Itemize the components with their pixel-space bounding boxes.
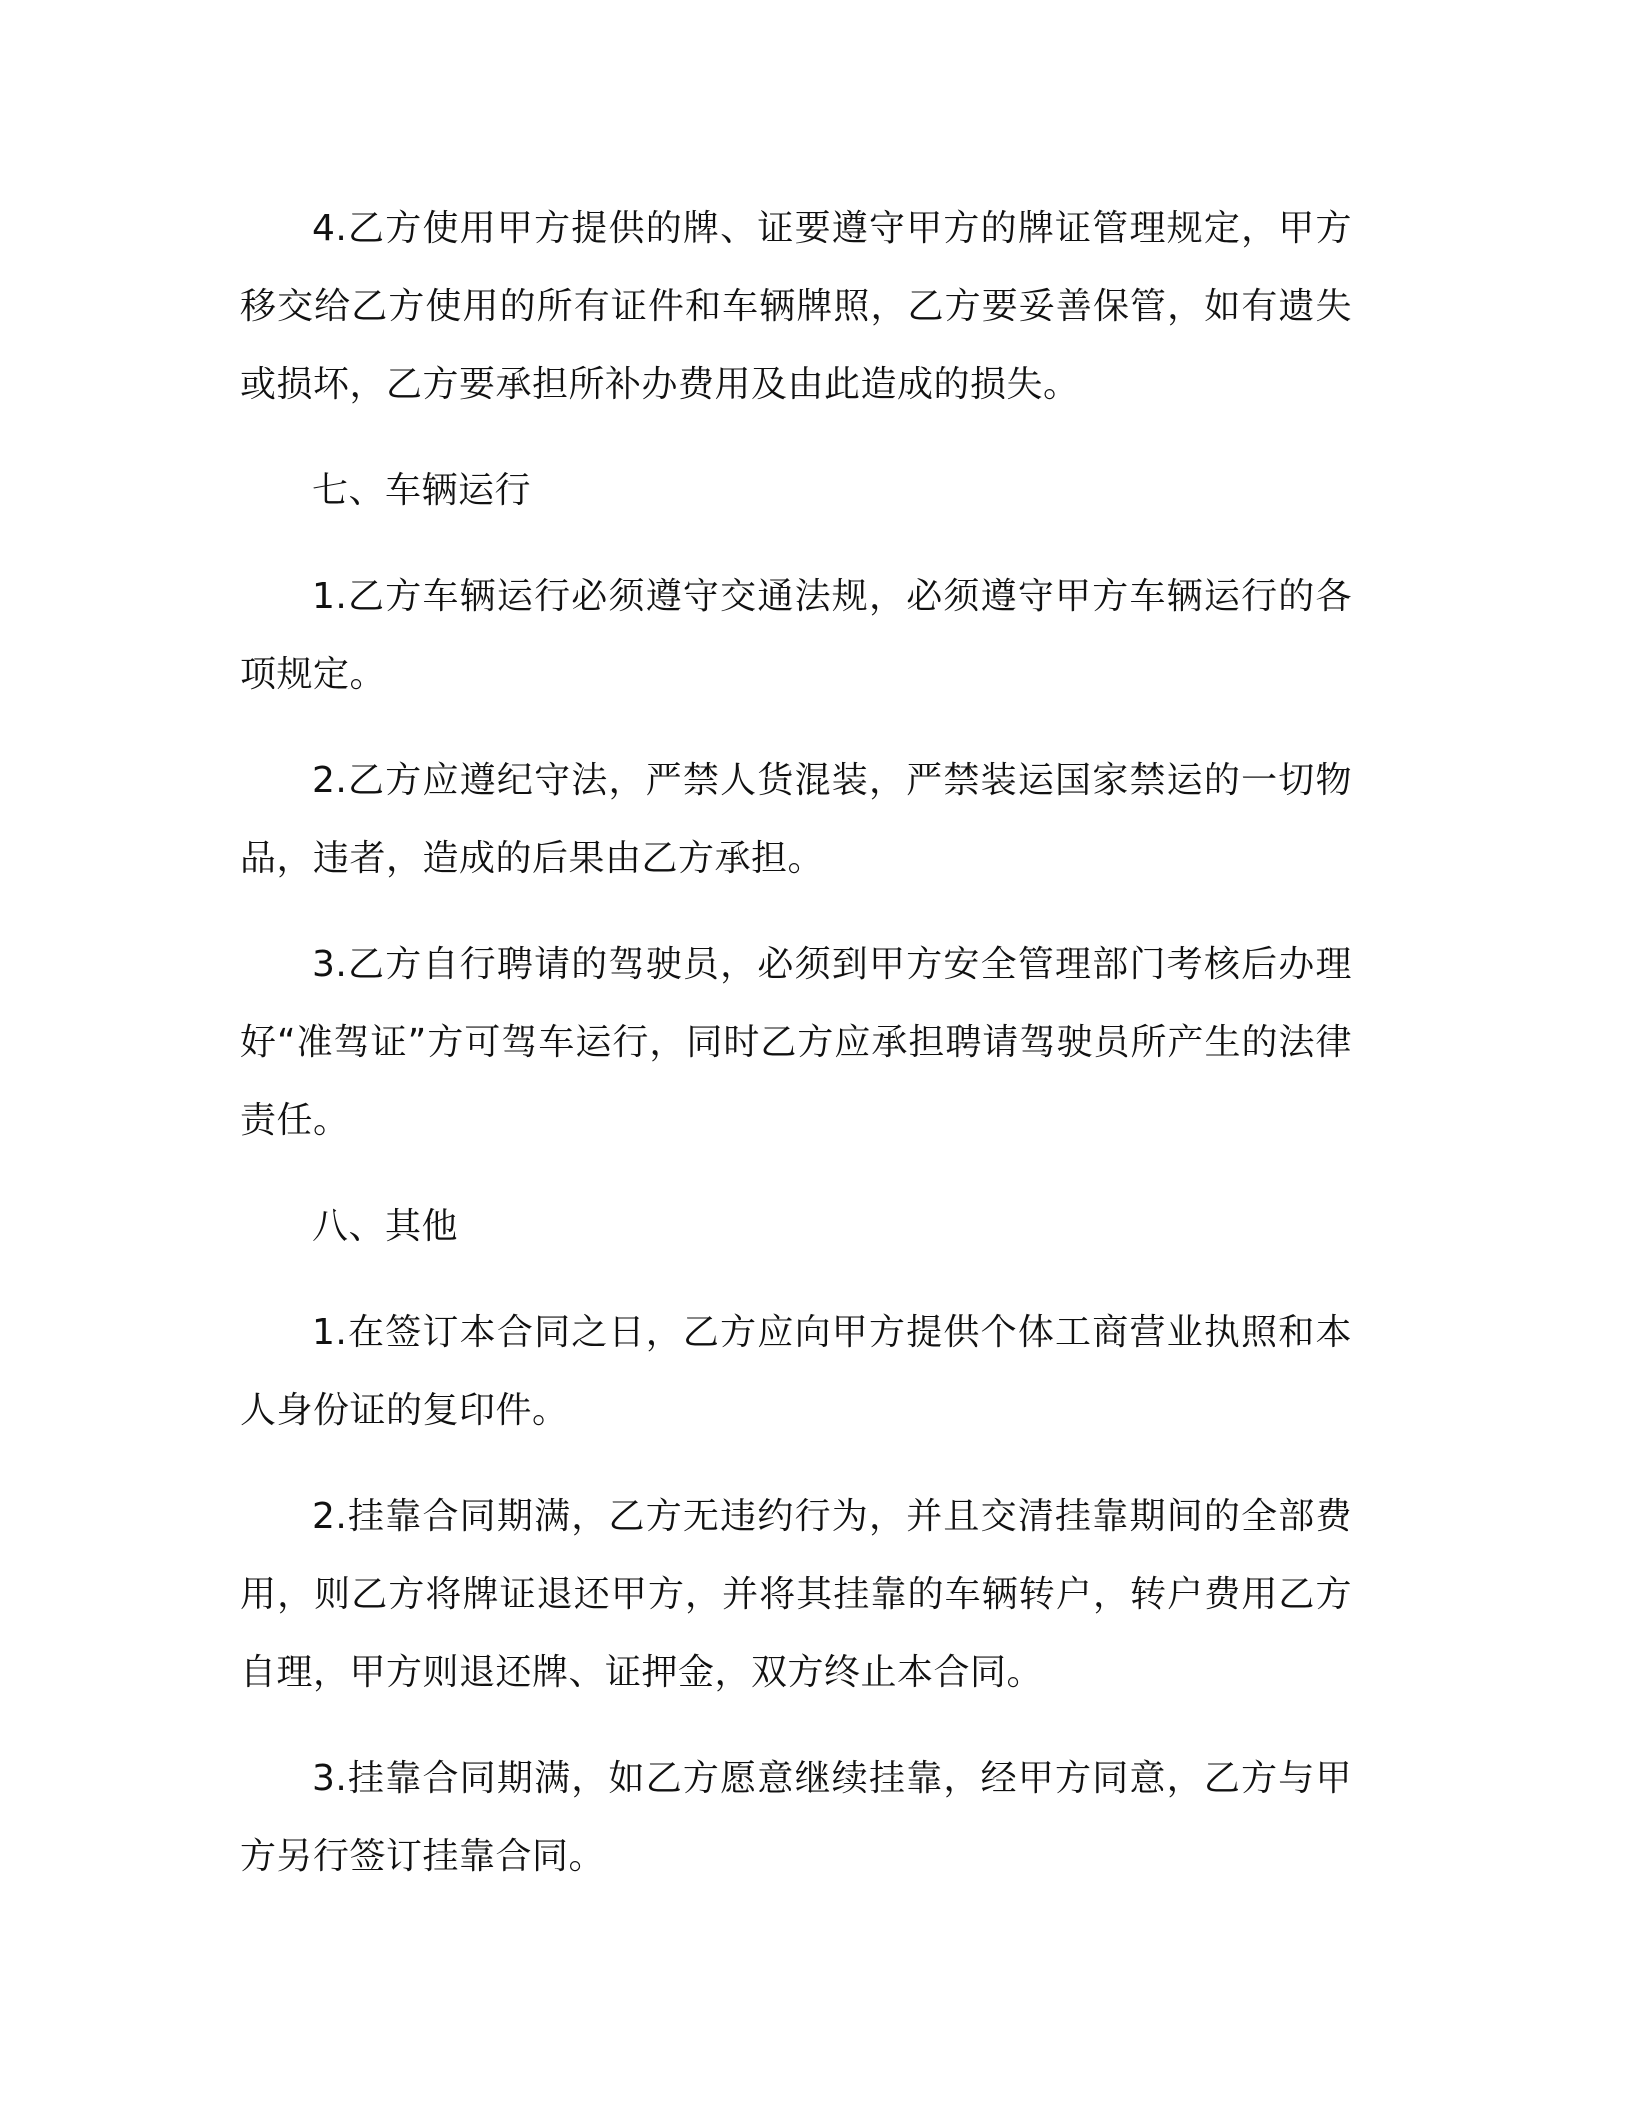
- clause-2-law-compliance: 2.乙方应遵纪守法，严禁人货混装，严禁装运国家禁运的一切物品，违者，造成的后果由乙方承担。: [240, 760, 1352, 879]
- clause-1-traffic-rules: 1.乙方车辆运行必须遵守交通法规，必须遵守甲方车辆运行的各项规定。: [240, 576, 1352, 695]
- clause-4-license-management: 4.乙方使用甲方提供的牌、证要遵守甲方的牌证管理规定，甲方移交给乙方使用的所有证件和车辆牌照，乙方要妥善保管，如有遗失或损坏，乙方要承担所补办费用及由此造成的损失。: [240, 208, 1352, 405]
- clause-3-contract-renewal: 3.挂靠合同期满，如乙方愿意继续挂靠，经甲方同意，乙方与甲方另行签订挂靠合同。: [240, 1758, 1352, 1877]
- clause-2-contract-expiry: 2.挂靠合同期满，乙方无违约行为，并且交清挂靠期间的全部费用，则乙方将牌证退还甲方，并将其挂靠的车辆转户，转户费用乙方自理，甲方则退还牌、证押金，双方终止本合同。: [240, 1496, 1352, 1693]
- document-page: [240, 190, 1352, 1896]
- section-heading-other: 八、其他: [312, 1206, 459, 1247]
- clause-1-documents: 1.在签订本合同之日，乙方应向甲方提供个体工商营业执照和本人身份证的复印件。: [240, 1312, 1352, 1431]
- section-heading-vehicle-operation: 七、车辆运行: [312, 470, 532, 511]
- clause-3-driver-hiring: 3.乙方自行聘请的驾驶员，必须到甲方安全管理部门考核后办理好“准驾证”方可驾车运行，同时乙方应承担聘请驾驶员所产生的法律责任。: [240, 944, 1352, 1141]
